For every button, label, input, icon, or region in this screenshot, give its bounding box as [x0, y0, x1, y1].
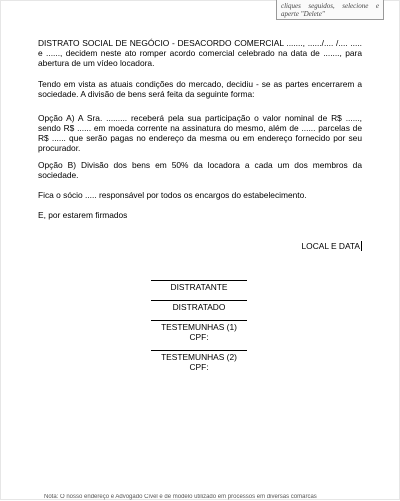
signature-distratante — [151, 280, 247, 292]
paragraph-option-b-text: Opção B) Divisão dos bens em 50% da locadora a cada um dos membros da sociedade. — [38, 160, 362, 180]
paragraph-option-a — [38, 113, 362, 153]
signature-witness-1 — [151, 320, 247, 342]
paragraph-responsibility — [38, 190, 362, 200]
edit-hint-text: cliques seguidos, selecione e aperte "Delete" — [281, 2, 379, 18]
paragraph-closing-text: E, por estarem firmados — [38, 210, 128, 220]
signature-distratado-label: DISTRATADO — [172, 302, 226, 312]
signature-witness-2-label: TESTEMUNHAS (2) — [161, 352, 237, 362]
document-title-paragraph — [38, 38, 362, 68]
local-date-text: LOCAL E DATA — [301, 241, 360, 251]
signature-distratado — [151, 300, 247, 312]
paragraph-option-a-text: Opção A) A Sra. ......... receberá pela sua participação o valor nominal de R$ ......, sendo R$ ...... em moeda corrente na assinatura do mesmo, além de ...... parcelas de R$ ...... que serão pagas no endereço da mesma ou em endereço fornecido por seu procurador. — [38, 113, 362, 153]
signature-witness-1-label: TESTEMUNHAS (1) — [161, 322, 237, 332]
paragraph-closing — [38, 210, 362, 220]
signature-witness-2-cpf: CPF: — [189, 362, 209, 372]
local-date-line[interactable] — [302, 241, 362, 251]
signature-witness-2 — [151, 350, 247, 372]
paragraph-conditions — [38, 79, 362, 99]
footer-note-text: Nota: O nosso endereço e Advogado Cível é de modelo utilizado em processos em diversas comarcas — [44, 494, 317, 500]
signature-witness-1-cpf: CPF: — [189, 332, 209, 342]
paragraph-responsibility-text: Fica o sócio ..... responsável por todos os encargos do estabelecimento. — [38, 190, 307, 200]
paragraph-conditions-text: Tendo em vista as atuais condições do mercado, decidiu - se as partes encerrarem a sociedade. A divisão de bens será feita da seguinte forma: — [38, 79, 362, 99]
text-cursor — [361, 241, 362, 251]
edit-hint-box — [276, 0, 384, 20]
signature-distratante-label: DISTRATANTE — [170, 282, 228, 292]
title-paragraph-text: DISTRATO SOCIAL DE NEGÓCIO - DESACORDO COMERCIAL ......., ....../.... /.... ..... e ......, decidem neste ato romper acordo comercial celebrado na data de ......., para abertura de um vídeo locadora. — [38, 38, 362, 68]
paragraph-option-b — [38, 160, 362, 180]
